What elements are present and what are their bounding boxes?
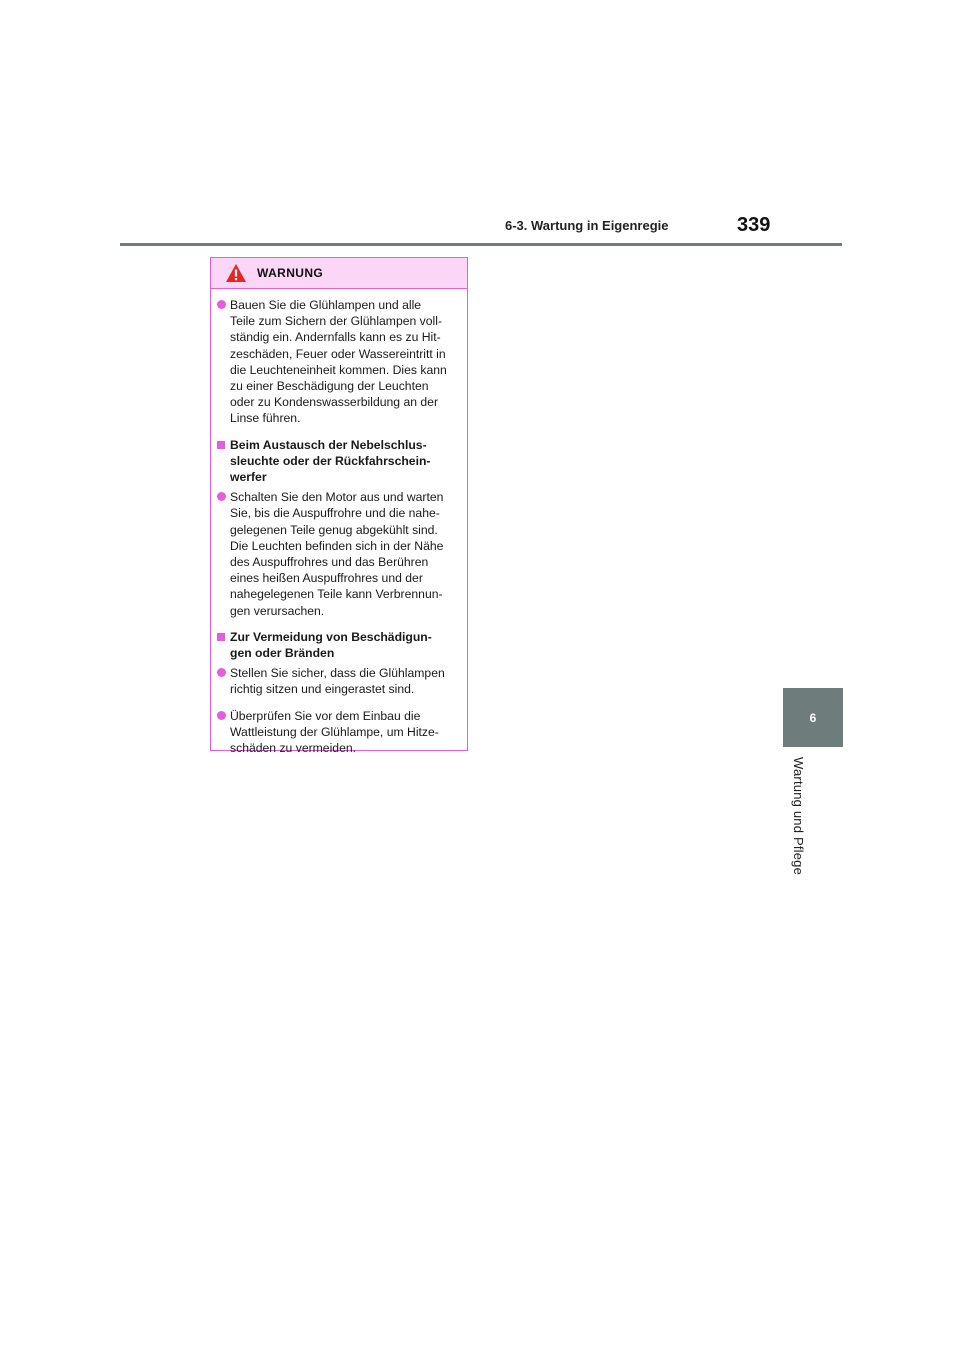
heading-line: sleuchte oder der Rückfahrschein- [230,453,431,468]
text-line: zu einer Beschädigung der Leuchten [230,379,429,394]
section-header: 6-3. Wartung in Eigenregie [505,218,669,233]
warning-body [211,289,467,756]
warning-triangle-icon [225,263,247,283]
text-line: Schalten Sie den Motor aus und warten [230,490,444,505]
text-line: Stellen Sie sicher, dass die Glühlampen [230,666,445,681]
text-line: nahegelegenen Teile kann Verbrennun- [230,587,443,602]
header-rule [120,243,842,246]
text-line: eines heißen Auspuffrohres und der [230,571,423,586]
warning-item-3 [217,665,457,697]
text-line: Sie, bis die Auspuffrohre und die nahe- [230,506,440,521]
warning-header [211,258,467,289]
warning-heading-1 [217,437,457,486]
text-line: des Auspuffrohres und das Berühren [230,555,429,570]
warning-item-4 [217,708,457,757]
warning-item-1 [217,297,457,427]
text-line: Überprüfen Sie vor dem Einbau die [230,708,421,723]
text-line: Bauen Sie die Glühlampen und alle [230,298,422,312]
text-line: Wattleistung der Glühlampe, um Hitze- [230,724,439,739]
text-line: schäden zu vermeiden. [230,741,357,756]
heading-line: Zur Vermeidung von Beschädigun- [230,629,432,644]
warning-box [210,257,468,756]
heading-line: werfer [230,470,267,485]
bullet-marker [217,300,226,309]
heading-line: gen oder Bränden [230,646,335,661]
text-line: richtig sitzen und eingerastet sind. [230,682,415,697]
bullet-marker [217,492,226,501]
text-line: gelegenen Teile genug abgekühlt sind. [230,522,438,537]
text-line: ständig ein. Andernfalls kann es zu Hit- [230,330,441,345]
bullet-marker [217,711,226,720]
chapter-tab [783,688,843,747]
text-line: Teile zum Sichern der Glühlampen voll- [230,314,443,329]
bullet-marker [217,668,226,677]
text-line: Linse führen. [230,411,301,426]
heading-line: Beim Austausch der Nebelschlus- [230,437,427,452]
text-line: zeschäden, Feuer oder Wassereintritt in [230,346,446,361]
warning-item-2 [217,489,457,619]
warning-heading-2 [217,629,457,661]
text-line: gen verursachen. [230,603,325,618]
warning-title: WARNUNG [257,266,324,280]
chapter-label: Wartung und Pflege [791,757,806,876]
text-line: die Leuchteneinheit kommen. Dies kann [230,362,447,377]
page-number: 339 [737,214,771,236]
square-marker [217,441,225,449]
text-line: Die Leuchten befinden sich in der Nähe [230,538,444,553]
chapter-number: 6 [809,710,817,725]
square-marker [217,633,225,641]
text-line: oder zu Kondenswasserbildung an der [230,395,439,410]
